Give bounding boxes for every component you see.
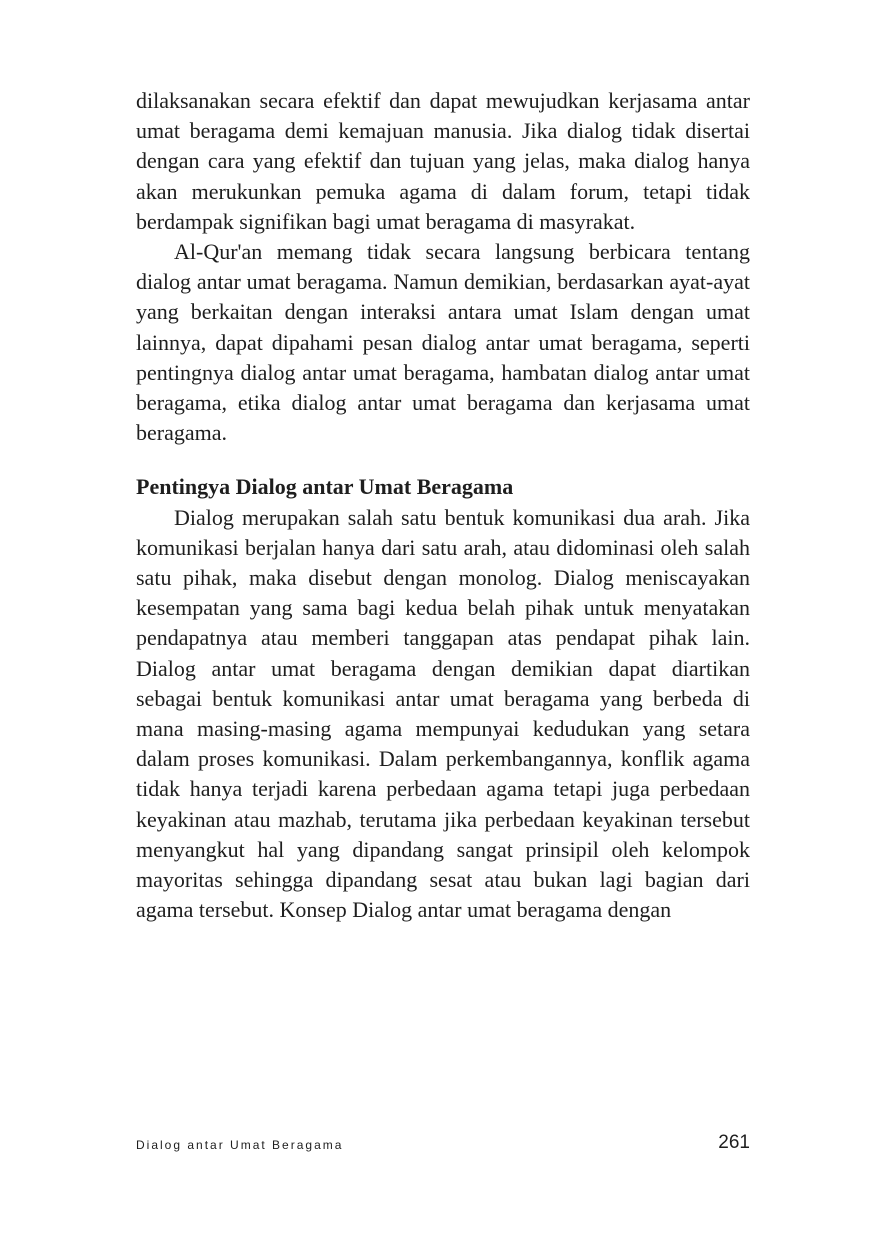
running-head: Dialog antar Umat Beragama <box>136 1138 344 1152</box>
page-footer <box>136 1132 750 1162</box>
body-paragraph-1: dilaksanakan secara efektif dan dapat mewujudkan kerjasama antar umat beragama demi kemajuan manusia. Jika dialog tidak disertai dengan cara yang efektif dan tujuan yang jelas, maka dialog hanya akan merukunkan pemuka agama di dalam forum, tetapi tidak berdampak signifikan bagi umat beragama di masyrakat. <box>136 88 750 234</box>
page-body <box>136 86 750 925</box>
section-heading: Pentingya Dialog antar Umat Beragama <box>136 474 514 500</box>
page-number: 261 <box>718 1132 750 1153</box>
body-paragraph-3: Dialog merupakan salah satu bentuk komunikasi dua arah. Jika komunikasi berjalan hanya dari satu arah, atau didominasi oleh salah satu pihak, maka disebut dengan monolog. Dialog meniscayakan kesempatan yang sama bagi kedua belah pihak untuk menyatakan pendapatnya atau memberi tanggapan atas pendapat pihak lain. Dialog antar umat beragama dengan demikian dapat diartikan sebagai bentuk komunikasi antar umat beragama yang berbeda di mana masing-masing agama mempunyai kedudukan yang setara dalam proses komunikasi. Dalam perkembangannya, konflik agama tidak hanya terjadi karena perbedaan agama tetapi juga perbedaan keyakinan atau mazhab, terutama jika perbedaan keyakinan tersebut menyangkut hal yang dipandang sangat prinsipil oleh kelompok mayoritas sehingga dipandang sesat atau bukan lagi bagian dari agama tersebut. Konsep Dialog antar umat beragama dengan <box>136 504 750 923</box>
body-paragraph-2: Al-Qur'an memang tidak secara langsung berbicara tentang dialog antar umat beragama. Namun demikian, berdasarkan ayat-ayat yang berkaitan dengan interaksi antara umat Islam dengan umat lainnya, dapat dipahami pesan dialog antar umat beragama, seperti pentingnya dialog antar umat beragama, hambatan dialog antar umat beragama, etika dialog antar umat beragama dan kerjasama umat beragama. <box>136 239 750 446</box>
